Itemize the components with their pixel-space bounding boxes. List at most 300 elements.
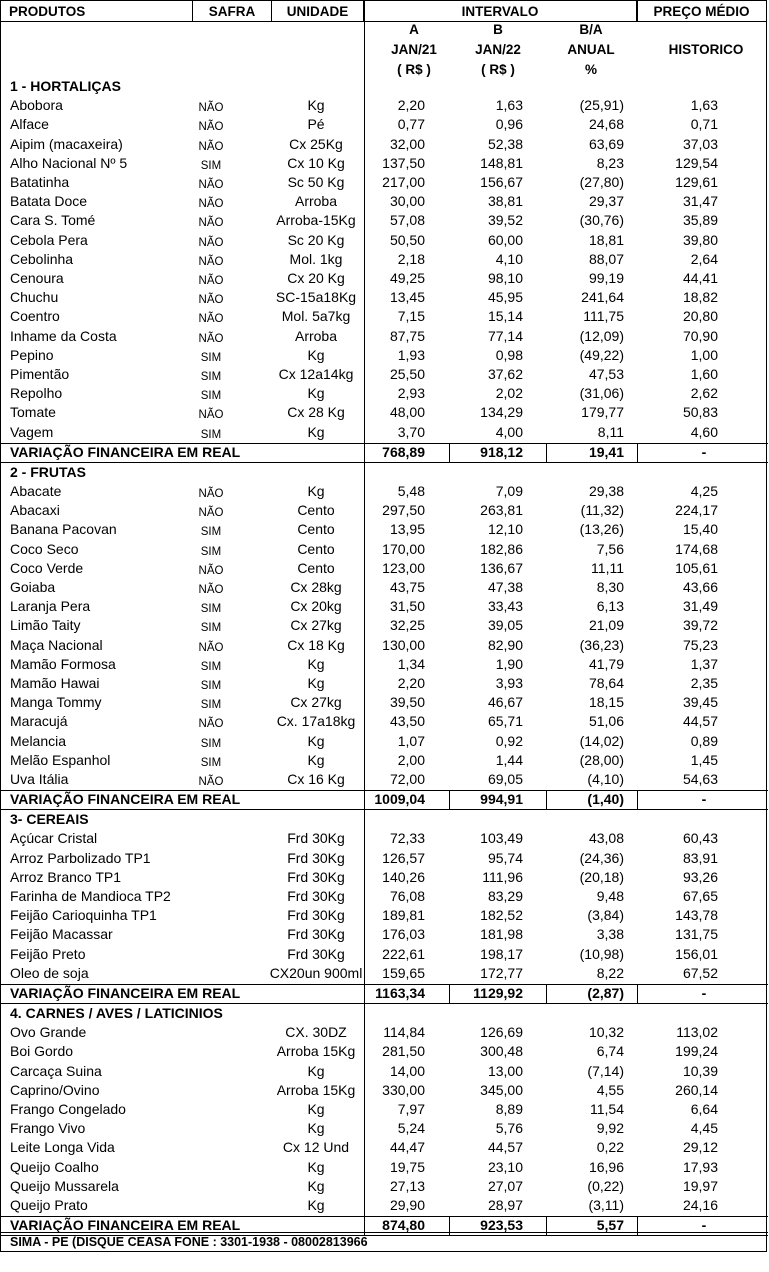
price-a: 140,26 (382, 868, 425, 885)
price-b: 45,95 (487, 289, 523, 306)
product-name: Frango Congelado (10, 1101, 126, 1117)
subheader-b: B JAN/22 ( R$ ) (475, 22, 521, 77)
table-row (1, 384, 768, 403)
price-b: 38,81 (487, 193, 523, 210)
product-name: Caprino/Ovino (10, 1081, 100, 1098)
total-divider (449, 984, 450, 1003)
unit-value: Frd 30Kg (287, 849, 345, 866)
historic-price: 83,91 (682, 849, 718, 866)
safra-value: SIM (200, 428, 222, 441)
price-a: 50,50 (389, 231, 425, 248)
product-name: Maracujá (10, 713, 68, 730)
unit-value: Sc 50 Kg (287, 174, 345, 190)
table-row (1, 559, 768, 578)
safra-value: SIM (200, 737, 222, 750)
table-row (1, 906, 768, 925)
safra-value: SIM (200, 390, 222, 403)
price-b: 0,98 (495, 346, 523, 363)
unit-value: CX. 30DZ (285, 1024, 347, 1041)
variation-ba: 6,13 (596, 598, 624, 615)
divider-intervalo-right (637, 1, 638, 22)
col-header-produtos: PRODUTOS (1, 1, 193, 22)
unit-value: Kg (307, 1120, 325, 1137)
product-name: Cara S. Tomé (10, 212, 96, 229)
price-a: 48,00 (389, 404, 425, 421)
unit-value: Kg (307, 1101, 325, 1117)
table-row (1, 501, 768, 520)
variation-ba: (28,00) (579, 751, 624, 768)
historic-price: 24,16 (682, 1197, 718, 1213)
total-divider (546, 443, 547, 462)
price-a: 13,45 (389, 289, 425, 306)
historic-price: 260,14 (675, 1081, 718, 1098)
variation-ba: 29,38 (588, 483, 624, 499)
unit-value: Kg (307, 1177, 325, 1194)
price-a: 27,13 (389, 1177, 425, 1194)
price-a: 31,50 (389, 598, 425, 615)
safra-value: NÃO (198, 179, 224, 191)
total-divider (364, 443, 365, 462)
total-a: 874,80 (382, 1217, 425, 1234)
price-a: 1,34 (397, 655, 425, 672)
safra-value: NÃO (198, 121, 224, 134)
unit-value: Frd 30Kg (287, 868, 345, 885)
price-b: 3,93 (495, 675, 523, 691)
table-row (1, 1138, 768, 1157)
table-row (1, 964, 768, 983)
product-name: Abobora (10, 97, 63, 114)
product-name: Feijão Preto (10, 945, 86, 962)
table-row (1, 829, 768, 848)
total-ba: (2,87) (587, 985, 624, 1001)
historic-price: 15,40 (682, 521, 718, 538)
historic-price: 199,24 (675, 1043, 718, 1060)
price-b: 0,92 (495, 732, 523, 749)
variation-ba: 16,96 (588, 1158, 624, 1175)
historic-price: 20,80 (682, 308, 718, 325)
variation-ba: 51,06 (588, 713, 624, 730)
price-a: 72,00 (389, 771, 425, 787)
price-b: 126,69 (480, 1024, 523, 1041)
total-historic: - (701, 1217, 707, 1234)
unit-value: Kg (307, 385, 325, 402)
section-title-text: 1 - HORTALIÇAS (10, 78, 121, 94)
price-a: 44,47 (389, 1139, 425, 1156)
product-name: Aipim (macaxeira) (10, 135, 123, 152)
variation-ba: 10,32 (588, 1024, 624, 1041)
total-divider (449, 790, 450, 809)
historic-price: 113,02 (676, 1024, 718, 1041)
price-b: 47,38 (487, 579, 523, 595)
total-divider (637, 443, 638, 462)
variation-ba: 41,79 (588, 655, 624, 672)
unit-value: Arroba 15Kg (276, 1043, 356, 1060)
product-name: Carcaça Suina (10, 1062, 102, 1079)
safra-value: NÃO (198, 564, 224, 577)
variation-ba: 88,07 (588, 250, 624, 267)
product-name: Melancia (10, 732, 67, 749)
total-row (1, 790, 768, 809)
price-b: 4,00 (495, 423, 523, 440)
variation-ba: 4,55 (596, 1081, 624, 1098)
historic-price: 4,25 (690, 483, 718, 499)
col-header-safra: SAFRA (193, 1, 272, 22)
safra-value: SIM (200, 660, 222, 673)
table-row (1, 173, 768, 192)
product-name: Batata Doce (10, 193, 88, 210)
unit-value: Pé (307, 116, 325, 133)
section-title (1, 1004, 768, 1023)
price-b: 134,29 (480, 404, 523, 421)
total-divider (637, 984, 638, 1003)
table-row (1, 1023, 768, 1042)
historic-price: 50,83 (682, 404, 718, 421)
total-label: VARIAÇÃO FINANCEIRA EM REAL (10, 443, 241, 460)
variation-ba: (13,26) (579, 521, 624, 538)
variation-ba: 241,64 (581, 289, 624, 306)
historic-price: 19,97 (682, 1177, 718, 1194)
total-historic: - (701, 443, 707, 460)
historic-price: 4,60 (690, 423, 718, 440)
total-divider (637, 790, 638, 809)
price-a: 2,20 (397, 675, 425, 691)
price-b: 37,62 (487, 366, 523, 382)
unit-value: Kg (307, 655, 325, 672)
product-name: Chuchu (10, 289, 59, 306)
historic-price: 105,61 (675, 559, 718, 576)
price-b: 1,90 (495, 655, 523, 672)
price-a: 2,00 (397, 751, 425, 768)
table-row (1, 674, 768, 693)
product-name: Melão Espanhol (10, 751, 111, 768)
product-name: Açúcar Cristal (10, 830, 98, 847)
unit-value: Cx 16 Kg (287, 771, 345, 787)
variation-ba: 9,92 (596, 1120, 624, 1137)
price-a: 170,00 (382, 540, 425, 557)
historic-price: 43,66 (682, 579, 718, 595)
price-a: 297,50 (382, 502, 425, 519)
unit-value: Arroba 15Kg (276, 1081, 356, 1098)
price-b: 82,90 (487, 636, 523, 653)
table-row (1, 1158, 768, 1177)
unit-value: SC-15a18Kg (275, 289, 357, 306)
unit-value: CX20un 900ml (269, 964, 363, 981)
unit-value: Frd 30Kg (287, 945, 345, 962)
table-row (1, 616, 768, 635)
total-historic: - (701, 985, 707, 1001)
variation-ba: 18,15 (588, 694, 624, 711)
safra-value: NÃO (198, 409, 224, 422)
price-b: 156,67 (480, 174, 523, 190)
product-name: Queijo Mussarela (10, 1177, 119, 1194)
variation-ba: (24,36) (579, 849, 624, 866)
historic-price: 17,93 (682, 1158, 718, 1175)
historic-price: 131,75 (675, 926, 718, 943)
safra-value: NÃO (198, 776, 224, 788)
total-b: 918,12 (480, 443, 523, 460)
total-ba: 19,41 (588, 443, 624, 460)
variation-ba: (10,98) (579, 945, 624, 962)
unit-value: Sc 20 Kg (287, 231, 345, 248)
price-b: 98,10 (487, 270, 523, 286)
section-title (1, 463, 768, 482)
historic-price: 67,65 (682, 888, 718, 904)
product-name: Vagem (10, 423, 54, 440)
safra-value: SIM (200, 622, 222, 635)
price-b: 263,81 (480, 502, 523, 519)
safra-value: NÃO (198, 294, 224, 307)
price-a: 43,75 (389, 579, 425, 595)
safra-value: NÃO (198, 313, 224, 326)
historic-price: 224,17 (675, 502, 718, 519)
price-b: 69,05 (487, 771, 523, 787)
subheader-a: A JAN/21 ( R$ ) (391, 22, 437, 77)
table-row (1, 250, 768, 269)
table-row (1, 1042, 768, 1061)
unit-value: Frd 30Kg (287, 888, 345, 904)
unit-value: Cx 20kg (290, 598, 342, 615)
unit-value: Kg (307, 675, 325, 691)
price-a: 5,48 (397, 483, 425, 499)
product-name: Inhame da Costa (10, 327, 117, 344)
product-name: Tomate (10, 404, 56, 421)
price-a: 130,00 (382, 636, 425, 653)
historic-price: 31,47 (682, 193, 718, 210)
section-title-text: 2 - FRUTAS (10, 463, 86, 480)
historic-price: 143,78 (675, 907, 718, 924)
price-b: 12,10 (487, 521, 523, 538)
unit-value: Arroba-15Kg (276, 212, 356, 229)
price-a: 2,20 (397, 97, 425, 114)
price-b: 300,48 (480, 1043, 523, 1060)
safra-value: NÃO (198, 718, 224, 731)
total-divider (546, 984, 547, 1003)
variation-ba: 8,22 (596, 964, 624, 981)
product-name: Feijão Carioquinha TP1 (10, 907, 157, 924)
variation-ba: (14,02) (579, 732, 624, 749)
total-b: 923,53 (480, 1217, 523, 1234)
product-name: Banana Pacovan (10, 521, 117, 538)
historic-price: 129,54 (675, 154, 718, 171)
variation-ba: (27,80) (579, 174, 624, 190)
variation-ba: (0,22) (587, 1177, 624, 1194)
price-a: 32,25 (389, 617, 425, 634)
product-name: Pepino (10, 346, 54, 363)
col-header-unidade: UNIDADE (272, 1, 364, 22)
table-row (1, 1100, 768, 1119)
price-b: 7,09 (495, 483, 523, 499)
table-row (1, 578, 768, 597)
variation-ba: 11,11 (591, 559, 624, 576)
historic-price: 1,60 (690, 366, 718, 382)
price-a: 1,93 (397, 346, 425, 363)
variation-ba: 29,37 (588, 193, 624, 210)
price-b: 181,98 (480, 926, 523, 943)
total-row (1, 984, 768, 1003)
product-name: Abacaxi (10, 502, 60, 519)
unit-value: Mol. 5a7kg (281, 308, 351, 325)
product-name: Cebolinha (10, 250, 74, 267)
price-a: 126,57 (382, 849, 425, 866)
price-a: 1,07 (397, 732, 425, 749)
price-b: 52,38 (487, 135, 523, 152)
variation-ba: (20,18) (579, 868, 624, 885)
product-name: Alface (10, 116, 49, 133)
unit-value: Cx 27kg (290, 694, 342, 711)
historic-price: 18,82 (682, 289, 718, 306)
variation-ba: 8,30 (596, 579, 624, 595)
table-row (1, 1196, 768, 1215)
product-name: Cenoura (10, 270, 64, 286)
table-row (1, 154, 768, 173)
unit-value: Cx 25Kg (289, 135, 343, 152)
variation-ba: (25,91) (579, 97, 624, 114)
product-name: Feijão Macassar (10, 926, 113, 943)
price-b: 103,49 (480, 830, 523, 847)
price-a: 7,15 (397, 308, 425, 325)
price-b: 182,52 (480, 907, 523, 924)
safra-value: NÃO (198, 255, 224, 268)
product-name: Uva Itália (10, 771, 69, 787)
variation-ba: 111,75 (583, 308, 624, 325)
price-b: 8,89 (495, 1101, 523, 1117)
table-row (1, 1062, 768, 1081)
variation-ba: (31,06) (579, 385, 624, 402)
price-a: 0,77 (397, 116, 425, 133)
price-b: 23,10 (487, 1158, 523, 1175)
table-row (1, 211, 768, 230)
table-row (1, 365, 768, 384)
price-a: 281,50 (382, 1043, 425, 1060)
safra-value: SIM (200, 545, 222, 558)
total-a: 1163,34 (375, 985, 425, 1001)
table-row (1, 770, 768, 789)
price-a: 5,24 (397, 1120, 425, 1137)
table-row (1, 482, 768, 501)
variation-ba: (3,84) (587, 907, 624, 924)
total-ba: 5,57 (596, 1217, 624, 1234)
table-row (1, 423, 768, 442)
price-b: 39,52 (487, 212, 523, 229)
product-name: Pimentão (10, 366, 70, 382)
product-name: Coentro (10, 308, 60, 325)
section-title-text: 3- CEREAIS (10, 811, 89, 828)
historic-price: 1,63 (690, 97, 718, 114)
safra-value: SIM (200, 699, 222, 712)
historic-price: 29,12 (682, 1139, 718, 1156)
historic-price: 1,00 (690, 346, 718, 363)
table-row (1, 636, 768, 655)
safra-value: SIM (200, 680, 222, 692)
price-b: 65,71 (487, 713, 523, 730)
safra-value: NÃO (198, 275, 224, 287)
safra-value: NÃO (198, 198, 224, 211)
table-row (1, 597, 768, 616)
historic-price: 6,64 (690, 1101, 718, 1117)
unit-value: Cx 28kg (290, 579, 342, 595)
table-row (1, 945, 768, 964)
table-row (1, 925, 768, 944)
price-b: 60,00 (487, 231, 523, 248)
variation-ba: 9,48 (596, 888, 624, 904)
historic-price: 44,57 (682, 713, 718, 730)
price-b: 136,67 (480, 559, 523, 576)
price-a: 25,50 (389, 366, 425, 382)
price-a: 32,00 (389, 135, 425, 152)
historic-price: 60,43 (682, 830, 718, 847)
table-row (1, 1119, 768, 1138)
safra-value: NÃO (198, 140, 224, 153)
subheader-ba: B/A ANUAL % (567, 22, 615, 77)
variation-ba: 63,69 (588, 135, 624, 152)
product-name: Cebola Pera (10, 231, 88, 248)
table-row (1, 231, 768, 250)
unit-value: Arroba (294, 193, 338, 210)
product-name: Maça Nacional (10, 636, 103, 653)
price-a: 2,93 (397, 385, 425, 402)
product-name: Oleo de soja (10, 964, 89, 981)
unit-value: Cx. 17a18kg (276, 713, 356, 730)
historic-price: 39,80 (682, 231, 718, 248)
price-a: 123,00 (382, 559, 425, 576)
price-a: 30,00 (389, 193, 425, 210)
price-b: 15,14 (487, 308, 523, 325)
unit-value: Cento (297, 521, 335, 538)
unit-value: Frd 30Kg (287, 926, 345, 943)
unit-value: Kg (307, 97, 325, 114)
unit-value: Cento (297, 502, 335, 519)
unit-value: Kg (307, 423, 325, 440)
variation-ba: 6,74 (596, 1043, 624, 1060)
safra-value: NÃO (198, 507, 224, 520)
variation-ba: (7,14) (587, 1062, 624, 1079)
historic-price: 1,37 (690, 655, 718, 672)
table-row (1, 751, 768, 770)
product-name: Arroz Parbolizado TP1 (10, 849, 151, 866)
price-a: 14,00 (389, 1062, 425, 1079)
price-a: 29,90 (389, 1197, 425, 1213)
price-b: 1,63 (495, 97, 523, 114)
total-label: VARIAÇÃO FINANCEIRA EM REAL (10, 791, 241, 808)
table-row (1, 732, 768, 751)
unit-value: Arroba (294, 327, 338, 344)
price-b: 83,29 (487, 888, 523, 904)
historic-price: 0,71 (690, 116, 718, 133)
table-row (1, 192, 768, 211)
variation-ba: (12,09) (579, 327, 624, 344)
price-a: 7,97 (397, 1101, 425, 1117)
historic-price: 4,45 (690, 1120, 718, 1137)
price-b: 95,74 (487, 849, 523, 866)
table-row (1, 96, 768, 115)
product-name: Repolho (10, 385, 63, 402)
safra-value: NÃO (198, 217, 224, 230)
historic-price: 10,39 (682, 1062, 718, 1079)
price-a: 222,61 (382, 945, 425, 962)
variation-ba: 24,68 (588, 116, 624, 133)
price-a: 3,70 (397, 423, 425, 440)
price-a: 19,75 (389, 1158, 425, 1175)
historic-price: 1,45 (690, 751, 718, 768)
table-row (1, 693, 768, 712)
product-name: Laranja Pera (10, 598, 91, 615)
price-a: 159,65 (382, 964, 425, 981)
table-row (1, 115, 768, 134)
table-row (1, 307, 768, 326)
variation-ba: (49,22) (579, 346, 624, 363)
total-a: 1009,04 (374, 791, 425, 808)
col-header-intervalo: INTERVALO (364, 1, 637, 22)
